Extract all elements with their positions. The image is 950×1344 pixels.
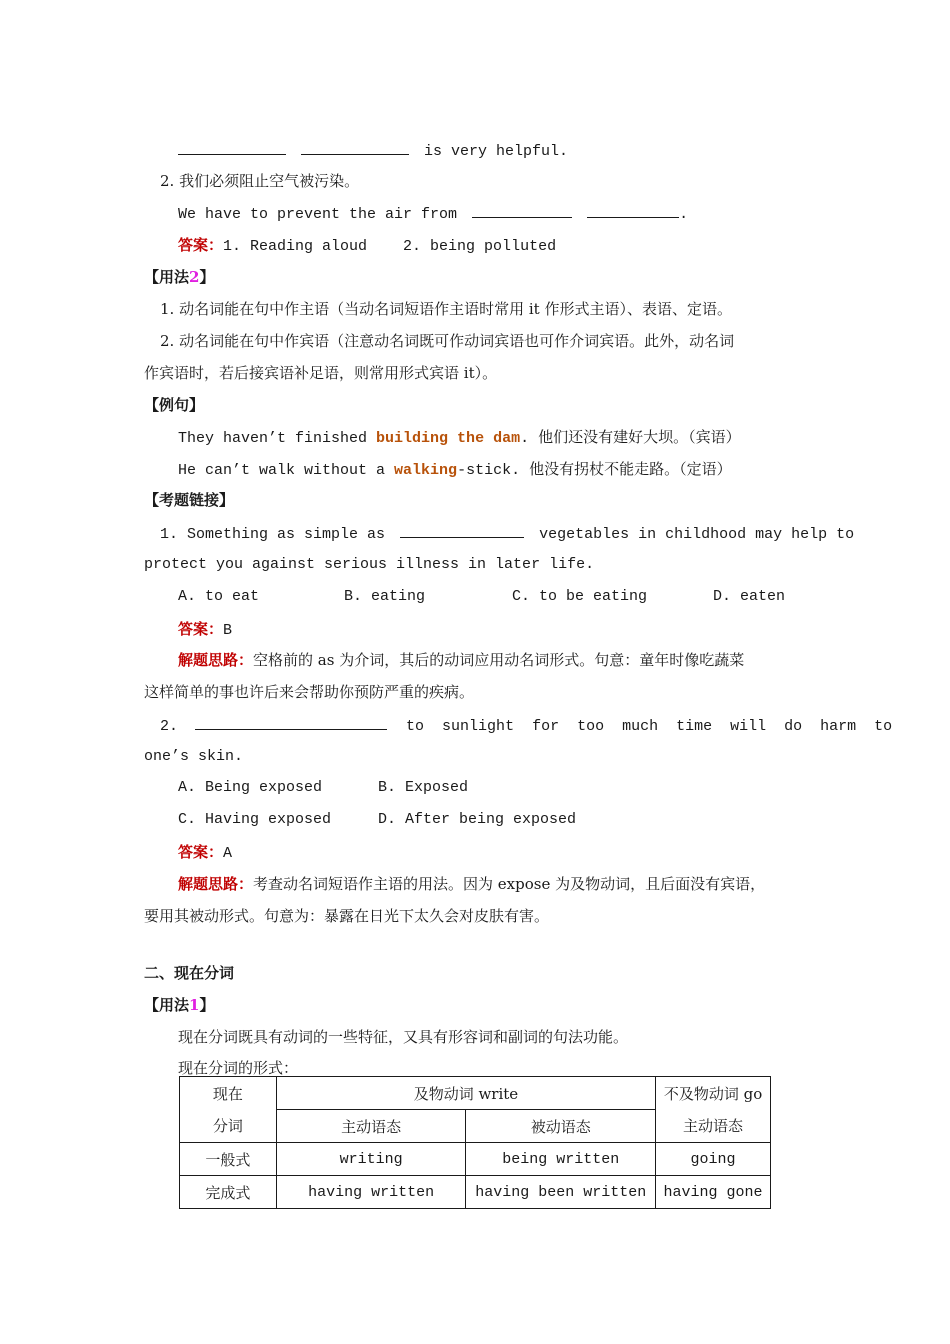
question-1-option-c: C. to be eating	[512, 588, 648, 605]
table-cell: having gone	[656, 1176, 771, 1209]
usage-2-point-1: 1. 动名词能在句中作主语（当动名词短语作主语时常用 it 作形式主语）、表语、定语。	[160, 300, 732, 318]
answer-label: 答案：	[178, 843, 224, 861]
table-cell: having written	[276, 1176, 466, 1209]
question-1-explanation	[178, 650, 744, 670]
row-label: 完成式	[180, 1176, 277, 1209]
heading-close: 】	[199, 268, 215, 286]
question-1-option-b: B. eating	[344, 588, 426, 605]
sentence-text: is very helpful.	[424, 143, 569, 160]
explanation-text: 空格前的 as 为介词，其后的动词应用动名词形式。句意：童年时像吃蔬菜	[253, 651, 745, 669]
header-text: 不及物动词 go	[663, 1084, 763, 1103]
example-sentence-1	[178, 427, 741, 449]
question-text: 2.	[160, 718, 179, 735]
answer-blank	[587, 203, 679, 218]
question-2-line-1	[160, 715, 893, 737]
question-2-explanation-cont: 要用其被动形式。句意为：暴露在日光下太久会对皮肤有害。	[144, 907, 550, 925]
question-2-line-2: one’s skin.	[144, 748, 244, 765]
question-2-option-b: B. Exposed	[378, 779, 469, 796]
fill-in-line-2	[178, 203, 688, 225]
question-text: to sunlight for too much time will do harm to	[406, 718, 893, 735]
table-cell: being written	[466, 1143, 656, 1176]
question-2-text: 2. 我们必须阻止空气被污染。	[160, 172, 360, 190]
answer-line	[178, 235, 556, 257]
exam-link-heading: 【考题链接】	[144, 491, 235, 509]
table-corner-top: 现在	[180, 1077, 277, 1110]
answer-text: 1. Reading aloud 2. being polluted	[223, 238, 557, 255]
header-intransitive	[656, 1077, 771, 1110]
section-2-paragraph-2: 现在分词的形式：	[178, 1059, 299, 1077]
example-text: . 他们还没有建好大坝。（宾语）	[520, 430, 741, 447]
explanation-label: 解题思路：	[178, 651, 254, 669]
question-text: vegetables in childhood may help to	[539, 526, 855, 543]
answer-blank	[178, 140, 286, 155]
explanation-label: 解题思路：	[178, 875, 254, 893]
table-cell: writing	[276, 1143, 466, 1176]
answer-label: 答案：	[178, 620, 224, 638]
question-2-explanation	[178, 874, 765, 894]
question-1-answer	[178, 619, 232, 641]
answer-blank	[195, 715, 387, 730]
highlight-phrase: walking	[394, 462, 458, 479]
table-cell: having been written	[466, 1176, 656, 1209]
header-transitive	[276, 1077, 655, 1110]
question-1-line-2: protect you against serious illness in later life.	[144, 556, 595, 573]
question-text: 1. Something as simple as	[160, 526, 386, 543]
question-1-option-d: D. eaten	[713, 588, 786, 605]
usage-2-heading	[144, 267, 214, 287]
example-text: -stick. 他没有拐杖不能走路。（定语）	[457, 462, 732, 479]
section-2-heading: 二、现在分词	[144, 964, 235, 982]
heading-number: 2	[189, 268, 200, 286]
participle-forms-table	[179, 1076, 771, 1209]
example-heading: 【例句】	[144, 396, 205, 414]
question-1-option-a: A. to eat	[178, 588, 260, 605]
explanation-text: 考查动名词短语作主语的用法。因为 expose 为及物动词，且后面没有宾语，	[253, 875, 766, 893]
question-1-line-1	[160, 523, 854, 545]
fill-in-line-1	[178, 140, 568, 162]
heading-open: 【用法	[144, 996, 190, 1014]
subheader-passive: 被动语态	[466, 1110, 656, 1143]
subheader-active: 主动语态	[276, 1110, 466, 1143]
sentence-text: We have to prevent the air from	[178, 206, 458, 223]
question-1-explanation-cont: 这样简单的事也许后来会帮助你预防严重的疾病。	[144, 683, 475, 701]
question-2-option-c: C. Having exposed	[178, 811, 332, 828]
section-2-paragraph-1: 现在分词既具有动词的一些特征，又具有形容词和副词的句法功能。	[178, 1028, 629, 1046]
heading-number: 1	[189, 996, 200, 1014]
usage-2-point-2: 2. 动名词能在句中作宾语（注意动名词既可作动词宾语也可作介词宾语。此外，动名词	[160, 332, 735, 350]
table-corner-bottom: 分词	[180, 1110, 277, 1143]
answer-blank	[301, 140, 409, 155]
table-cell: going	[656, 1143, 771, 1176]
example-text: They haven’t finished	[178, 430, 377, 447]
heading-open: 【用法	[144, 268, 190, 286]
usage-2-point-2-cont: 作宾语时，若后接宾语补足语，则常用形式宾语 it）。	[144, 364, 498, 382]
example-sentence-2	[178, 459, 732, 481]
question-2-option-a: A. Being exposed	[178, 779, 323, 796]
example-text: He can’t walk without a	[178, 462, 395, 479]
header-text: 及物动词 write	[413, 1084, 519, 1103]
answer-text: B	[223, 622, 233, 639]
question-2-answer	[178, 842, 232, 864]
answer-text: A	[223, 845, 233, 862]
table-row	[180, 1143, 771, 1176]
highlight-phrase: building the dam	[376, 430, 521, 447]
row-label: 一般式	[180, 1143, 277, 1176]
subheader-active-2: 主动语态	[656, 1110, 771, 1143]
question-2-option-d: D. After being exposed	[378, 811, 577, 828]
answer-label: 答案：	[178, 236, 224, 254]
usage-1-heading	[144, 995, 214, 1015]
table-row	[180, 1176, 771, 1209]
answer-blank	[400, 523, 524, 538]
answer-blank	[472, 203, 572, 218]
heading-close: 】	[199, 996, 215, 1014]
sentence-text: .	[679, 206, 689, 223]
